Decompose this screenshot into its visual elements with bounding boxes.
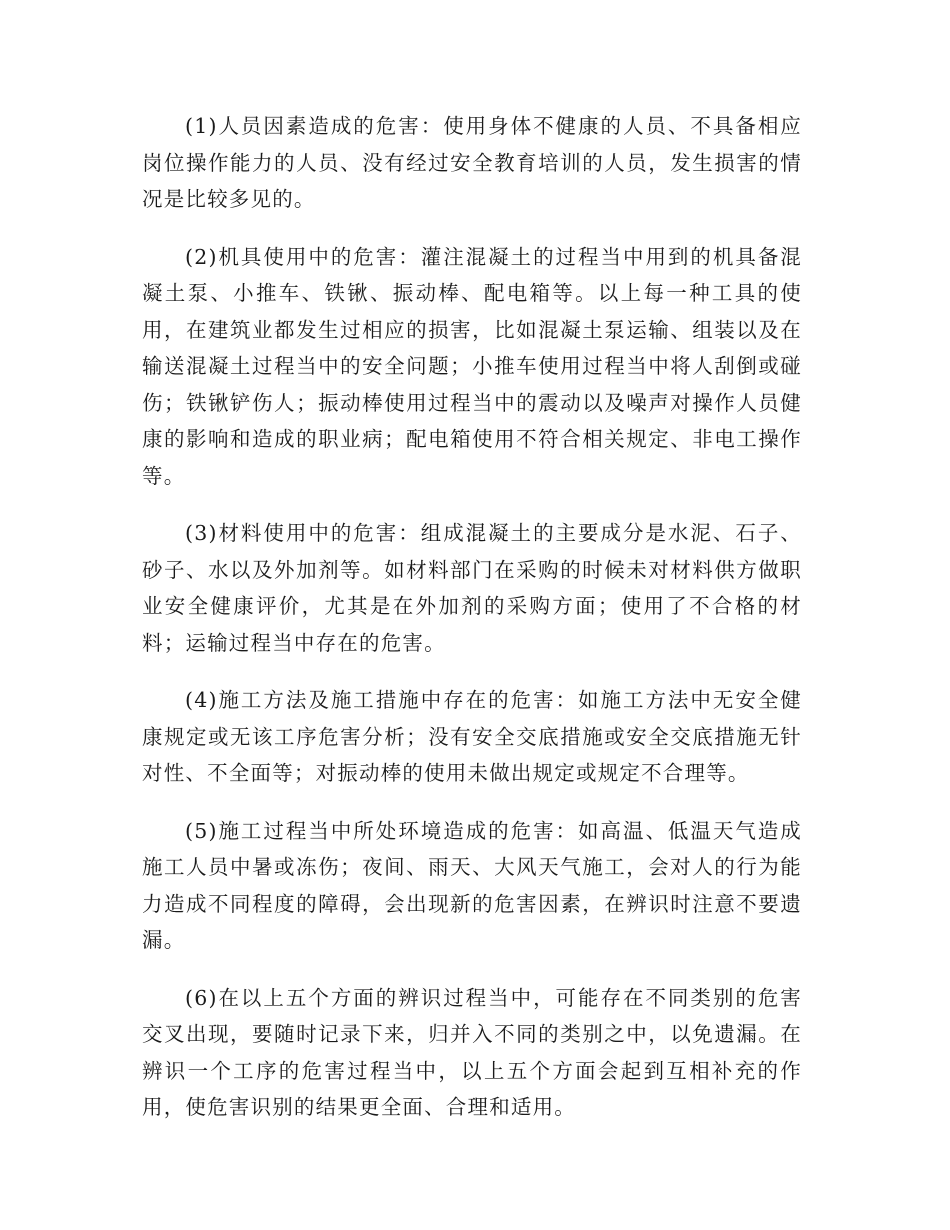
paragraph-environment-hazards: (5)施工过程当中所处环境造成的危害：如高温、低温天气造成施工人员中暑或冻伤；夜间、雨天、大风天气施工，会对人的行为能力造成不同程度的障碍，会出现新的危害因素，在辨识时注意不要遗漏。	[142, 818, 802, 952]
paragraph-equipment-hazards: (2)机具使用中的危害：灌注混凝土的过程当中用到的机具备混凝土泵、小推车、铁锹、振动棒、配电箱等。以上每一种工具的使用，在建筑业都发生过相应的损害，比如混凝土泵运输、组装以及在输送混凝土过程当中的安全问题；小推车使用过程当中将人刮倒或碰伤；铁锹铲伤人；振动棒使用过程当中的震动以及噪声对操作人员健康的影响和造成的职业病；配电箱使用不符合相关规定、非电工操作等。	[142, 244, 802, 488]
document-body	[142, 108, 802, 1147]
paragraph-material-hazards: (3)材料使用中的危害：组成混凝土的主要成分是水泥、石子、砂子、水以及外加剂等。如材料部门在采购的时候未对材料供方做职业安全健康评价，尤其是在外加剂的采购方面；使用了不合格的材料；运输过程当中存在的危害。	[142, 521, 802, 655]
paragraph-personnel-hazards: (1)人员因素造成的危害：使用身体不健康的人员、不具备相应岗位操作能力的人员、没有经过安全教育培训的人员，发生损害的情况是比较多见的。	[142, 114, 802, 211]
paragraph-identification-notes: (6)在以上五个方面的辨识过程当中，可能存在不同类别的危害交叉出现，要随时记录下来，归并入不同的类别之中，以免遗漏。在辨识一个工序的危害过程当中，以上五个方面会起到互相补充的作用，使危害识别的结果更全面、合理和适用。	[142, 985, 802, 1119]
paragraph-method-hazards: (4)施工方法及施工措施中存在的危害：如施工方法中无安全健康规定或无该工序危害分析；没有安全交底措施或安全交底措施无针对性、不全面等；对振动棒的使用未做出规定或规定不合理等。	[142, 688, 802, 785]
